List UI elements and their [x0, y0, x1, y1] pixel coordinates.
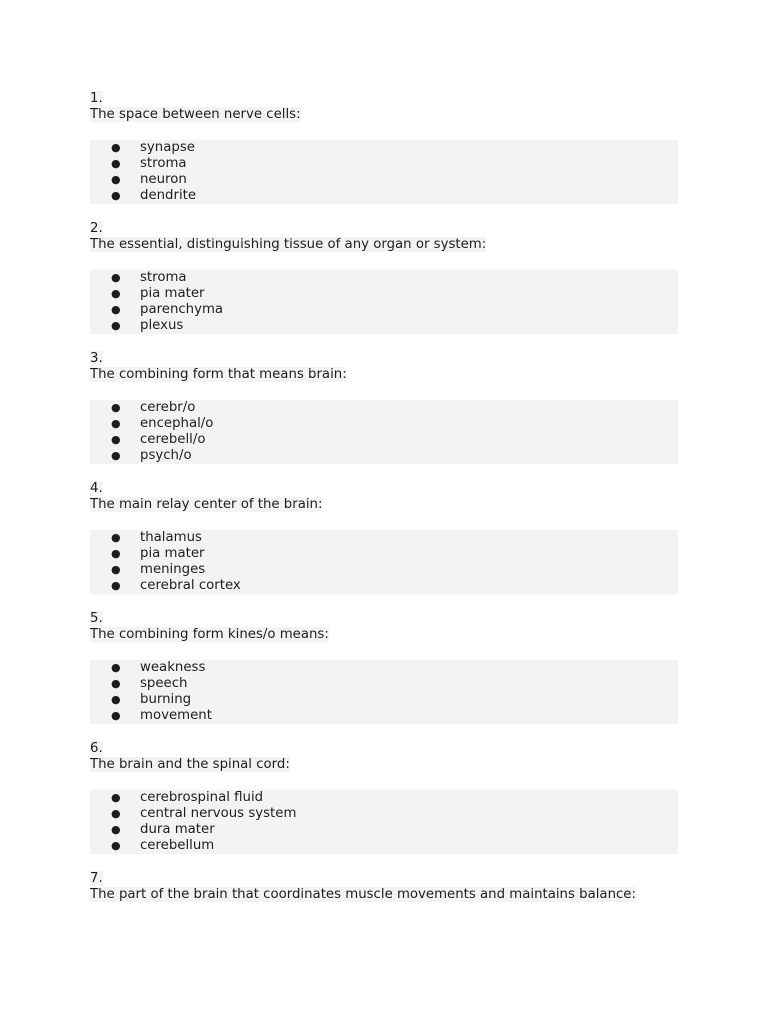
answer-option: ● plexus	[111, 318, 184, 333]
question-number: 7.	[90, 871, 103, 886]
question-3	[90, 351, 678, 464]
bullet-icon: ●	[111, 661, 121, 674]
answer-option: ● movement	[111, 708, 212, 723]
bullet-icon: ●	[111, 693, 121, 706]
question-7	[90, 871, 678, 903]
bullet-icon: ●	[111, 433, 121, 446]
answer-option: ● stroma	[111, 156, 187, 171]
bullet-icon: ●	[111, 189, 121, 202]
bullet-icon: ●	[111, 157, 121, 170]
answer-option: ● cerebellum	[111, 838, 215, 853]
answer-option: ● central nervous system	[111, 806, 297, 821]
question-number: 1.	[90, 91, 103, 106]
bullet-icon: ●	[111, 547, 121, 560]
bullet-icon: ●	[111, 709, 121, 722]
answer-option: ● meninges	[111, 562, 206, 577]
answer-option: ● cerebrospinal fluid	[111, 790, 264, 805]
question-5	[90, 611, 678, 724]
quiz-list	[90, 91, 678, 920]
bullet-icon: ●	[111, 677, 121, 690]
bullet-icon: ●	[111, 579, 121, 592]
question-number: 3.	[90, 351, 103, 366]
bullet-icon: ●	[111, 449, 121, 462]
question-prompt: The combining form that means brain:	[90, 367, 347, 382]
answer-option: ● encephal/o	[111, 416, 214, 431]
bullet-icon: ●	[111, 141, 121, 154]
bullet-icon: ●	[111, 807, 121, 820]
answer-option: ● psych/o	[111, 448, 192, 463]
bullet-icon: ●	[111, 287, 121, 300]
question-number: 6.	[90, 741, 103, 756]
answer-option: ● speech	[111, 676, 188, 691]
answer-options	[90, 530, 678, 594]
question-2	[90, 221, 678, 334]
question-prompt: The part of the brain that coordinates muscle movements and maintains balance:	[90, 887, 636, 902]
answer-option: ● pia mater	[111, 286, 205, 301]
bullet-icon: ●	[111, 401, 121, 414]
question-1	[90, 91, 678, 204]
bullet-icon: ●	[111, 823, 121, 836]
answer-option: ● cerebell/o	[111, 432, 206, 447]
answer-option: ● neuron	[111, 172, 187, 187]
question-number: 5.	[90, 611, 103, 626]
question-prompt: The space between nerve cells:	[90, 107, 301, 122]
answer-option: ● stroma	[111, 270, 187, 285]
answer-options	[90, 270, 678, 334]
answer-option: ● burning	[111, 692, 192, 707]
answer-option: ● dendrite	[111, 188, 197, 203]
answer-option: ● cerebral cortex	[111, 578, 241, 593]
question-number: 4.	[90, 481, 103, 496]
question-number: 2.	[90, 221, 103, 236]
answer-option: ● weakness	[111, 660, 206, 675]
question-6	[90, 741, 678, 854]
bullet-icon: ●	[111, 531, 121, 544]
answer-options	[90, 140, 678, 204]
bullet-icon: ●	[111, 839, 121, 852]
answer-option: ● thalamus	[111, 530, 202, 545]
answer-option: ● parenchyma	[111, 302, 224, 317]
question-prompt: The combining form kines/o means:	[90, 627, 329, 642]
question-prompt: The brain and the spinal cord:	[90, 757, 290, 772]
bullet-icon: ●	[111, 173, 121, 186]
bullet-icon: ●	[111, 563, 121, 576]
bullet-icon: ●	[111, 417, 121, 430]
answer-options	[90, 660, 678, 724]
bullet-icon: ●	[111, 303, 121, 316]
answer-option: ● cerebr/o	[111, 400, 196, 415]
question-4	[90, 481, 678, 594]
question-prompt: The essential, distinguishing tissue of any organ or system:	[90, 237, 487, 252]
bullet-icon: ●	[111, 791, 121, 804]
answer-option: ● pia mater	[111, 546, 205, 561]
bullet-icon: ●	[111, 271, 121, 284]
answer-option: ● dura mater	[111, 822, 215, 837]
bullet-icon: ●	[111, 319, 121, 332]
answer-options	[90, 400, 678, 464]
question-prompt: The main relay center of the brain:	[90, 497, 323, 512]
answer-options	[90, 790, 678, 854]
answer-option: ● synapse	[111, 140, 195, 155]
